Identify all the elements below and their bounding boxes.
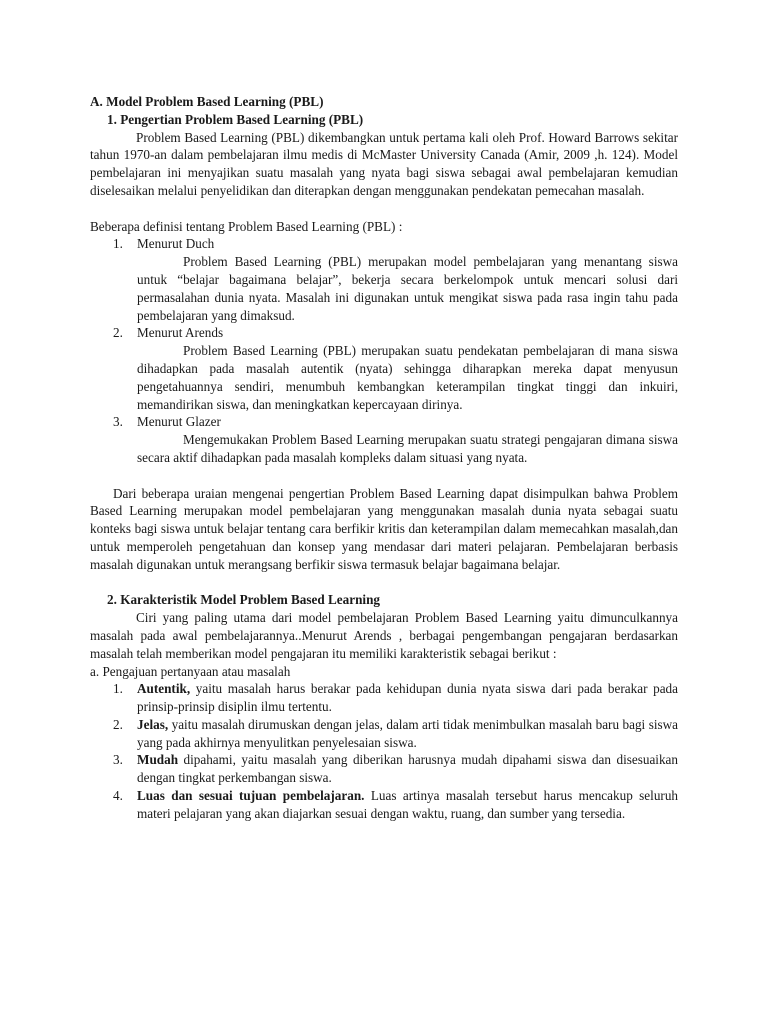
characteristic-text [137, 716, 678, 752]
definition-item [90, 324, 678, 413]
subsection-title-karakteristik: 2. Karakteristik Model Problem Based Learning [107, 592, 381, 608]
definition-source: Menurut Duch [137, 236, 215, 252]
characteristics-subhead: a. Pengajuan pertanyaan atau masalah [90, 663, 291, 679]
list-number: 3. [113, 752, 123, 768]
definition-item [90, 413, 678, 466]
definitions-intro: Beberapa definisi tentang Problem Based Learning (PBL) : [90, 218, 403, 234]
list-number: 4. [113, 788, 123, 804]
paragraph-spacer [90, 467, 678, 485]
characteristic-term: Luas dan sesuai tujuan pembelajaran. [137, 788, 365, 804]
list-number: 3. [113, 414, 123, 430]
characteristics-list [90, 680, 678, 822]
subsection-title-pengertian: 1. Pengertian Problem Based Learning (PBL) [107, 111, 364, 127]
characteristic-item [90, 751, 678, 787]
definitions-list [90, 235, 678, 466]
section-title: A. Model Problem Based Learning (PBL) [90, 94, 324, 109]
list-number: 1. [113, 236, 123, 252]
characteristics-intro: Ciri yang paling utama dari model pembelajaran Problem Based Learning yaitu dimunculkannya masalah pada awal pembelajarannya..Menurut Arends , berbagai pengembangan pengajaran berdasarkan masalah telah memberikan model pengajaran itu memiliki karakteristik sebagai berikut : [90, 610, 678, 661]
document-page [90, 93, 678, 823]
definition-text: Mengemukakan Problem Based Learning merupakan suatu strategi pengajaran dimana siswa secara aktif dihadapkan pada masalah kompleks dalam situasi yang nyata. [137, 432, 678, 465]
characteristic-text [137, 751, 678, 787]
list-number: 1. [113, 681, 123, 697]
characteristic-description: dipahami, yaitu masalah yang diberikan harusnya mudah dipahami siswa dan disesuaikan dengan tingkat perkembangan siswa. [137, 752, 678, 786]
characteristic-term: Autentik, [137, 681, 191, 697]
intro-paragraph: Problem Based Learning (PBL) dikembangkan untuk pertama kali oleh Prof. Howard Barrows sekitar tahun 1970-an dalam pembelajaran ilmu medis di McMaster University Canada (Amir, 2009 ,h. 124). Model pembelajaran ini menyajikan suatu masalah yang nyata bagi siswa sebagai awal pembelajaran kemudian diselesaikan melalui penyelidikan dan diterapkan dengan menggunakan pendekatan pemecahan masalah. [90, 129, 678, 198]
characteristic-description: yaitu masalah harus berakar pada kehidupan dunia nyata siswa dari pada berakar pada prinsip-prinsip disiplin ilmu tertentu. [137, 681, 678, 715]
characteristic-term: Mudah [137, 752, 179, 768]
characteristic-item [90, 716, 678, 752]
definition-item [90, 235, 678, 324]
definition-text: Problem Based Learning (PBL) merupakan model pembelajaran yang menantang siswa untuk “belajar bagaimana belajar”, bekerja secara berkelompok untuk mencari solusi dari permasalahan dunia nyata. Masalah ini digunakan untuk mengikat siswa pada rasa ingin tahu pada pembelajaran yang dimaksud. [137, 254, 678, 323]
characteristic-item [90, 680, 678, 716]
definition-source: Menurut Arends [137, 325, 224, 341]
characteristic-item [90, 787, 678, 823]
list-number: 2. [113, 716, 123, 732]
paragraph-spacer [90, 200, 678, 218]
definition-source: Menurut Glazer [137, 414, 221, 430]
characteristic-term: Jelas, [137, 716, 169, 732]
characteristic-description: Luas artinya masalah tersebut harus mencakup seluruh materi pelajaran yang akan diajarkan sesuai dengan waktu, ruang, dan sumber yang tersedia. [137, 788, 679, 821]
characteristic-text [137, 680, 678, 716]
characteristic-text [137, 787, 678, 823]
list-number: 2. [113, 325, 123, 341]
characteristic-description: yaitu masalah dirumuskan dengan jelas, dalam arti tidak menimbulkan masalah baru bagi siswa yang pada akhirnya menyulitkan penyelesaian siswa. [137, 716, 678, 750]
definition-text: Problem Based Learning (PBL) merupakan suatu pendekatan pembelajaran di mana siswa dihadapkan pada masalah autentik (nyata) sehingga diharapkan mereka dapat menyusun pengetahuannya sendiri, menumbuh kembangkan keterampilan tingkat tinggi dan inkuiri, memandirikan siswa, dan meningkatkan kepercayaan dirinya. [137, 343, 678, 412]
conclusion-paragraph: Dari beberapa uraian mengenai pengertian Problem Based Learning dapat disimpulkan bahwa Problem Based Learning merupakan model pembelajaran yang menggunakan masalah dunia nyata sebagai suatu konteks bagi siswa untuk belajar tentang cara berfikir kritis dan keterampilan dalam memecahkan masalah,dan untuk memperoleh pengetahuan dan konsep yang mendasar dari materi pelajaran. Pembelajaran berbasis masalah digunakan untuk merangsang berfikir siswa termasuk belajar bagaimana belajar. [90, 485, 678, 572]
